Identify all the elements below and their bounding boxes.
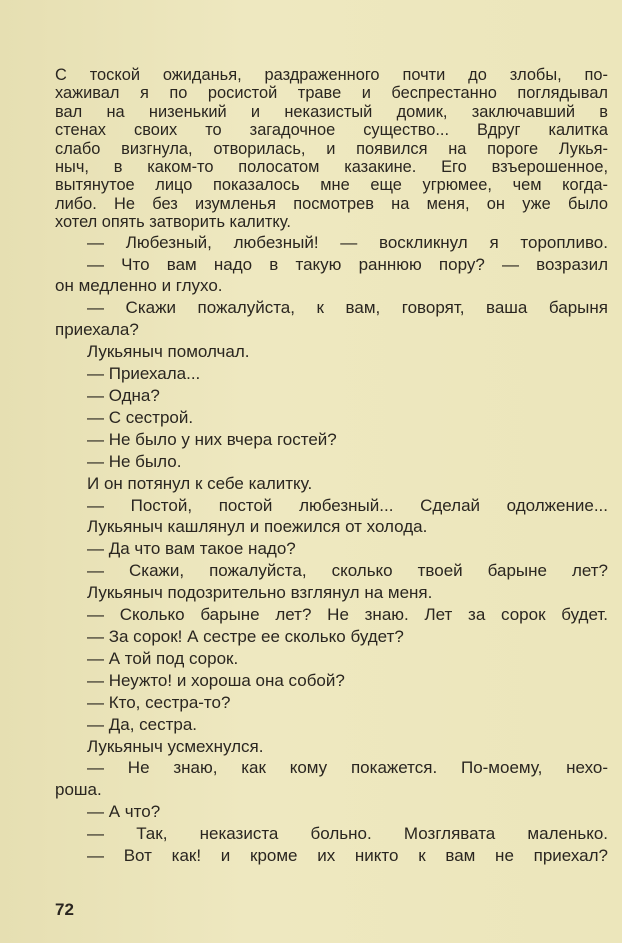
dialogue-paragraph xyxy=(55,626,608,648)
dialogue-paragraph xyxy=(55,670,608,692)
dialogue-paragraph xyxy=(55,823,608,845)
text-line: — А что? xyxy=(87,802,161,822)
text-line: — А той под сорок. xyxy=(87,648,239,668)
text-line: приехала? xyxy=(55,320,139,340)
dialogue-paragraph xyxy=(55,560,608,582)
text-line: — Скажи, пожалуйста, сколько твоей барыне лет? xyxy=(87,561,608,581)
text-line: Лукьяныч подозрительно взглянул на меня. xyxy=(87,583,433,603)
text-line: Лукьяныч кашлянул и поежился от холода. xyxy=(87,517,428,537)
dialogue-paragraph xyxy=(55,604,608,626)
text-line: вытянутое лицо показалось мне еще угрюмее, чем когда- xyxy=(55,176,608,195)
text-line: — Что вам надо в такую раннюю пору? — возразил xyxy=(87,254,608,274)
dialogue-paragraph xyxy=(55,232,608,254)
text-line: — Вот как! и кроме их никто к вам не приехал? xyxy=(87,846,608,866)
dialogue-paragraph xyxy=(55,538,608,560)
text-line: хаживал я по росистой траве и беспрестанно поглядывал xyxy=(55,84,608,103)
text-line: слабо визгнула, отворилась, и появился на пороге Лукья- xyxy=(55,139,608,158)
text-line: — Не было у них вчера гостей? xyxy=(87,429,337,449)
dialogue-paragraph xyxy=(55,845,608,867)
text-line: — Постой, постой любезный... Сделай одолжение... xyxy=(87,495,608,515)
dialogue-paragraph xyxy=(55,801,608,823)
text-line: — С сестрой. xyxy=(87,407,194,427)
text-line: — Скажи пожалуйста, к вам, говорят, ваша барыня xyxy=(87,298,608,318)
text-line: ныч, в каком-то полосатом казакине. Его взъерошенное, xyxy=(55,158,608,177)
text-line: он медленно и глухо. xyxy=(55,276,223,296)
text-line: — Да что вам такое надо? xyxy=(87,539,296,559)
text-line: — Так, неказиста больно. Мозглявата маленько. xyxy=(87,824,608,844)
dialogue-paragraph xyxy=(55,297,608,341)
dialogue-paragraph xyxy=(55,451,608,473)
dialogue-paragraph xyxy=(55,341,608,363)
text-line: либо. Не без изумленья посмотрев на меня, он уже было xyxy=(55,194,608,213)
dialogue-paragraph xyxy=(55,736,608,758)
dialogue-paragraph xyxy=(55,516,608,538)
text-line: Лукьяныч усмехнулся. xyxy=(87,736,264,756)
text-line: — Не знаю, как кому покажется. По-моему, нехо- xyxy=(87,758,608,778)
dialogue-paragraph xyxy=(55,363,608,385)
dialogue-paragraph xyxy=(55,254,608,298)
text-line: — Любезный, любезный! — воскликнул я торопливо. xyxy=(87,232,608,252)
text-line: — Не было. xyxy=(87,451,182,471)
text-line: вал на низенький и неказистый домик, заключавший в xyxy=(55,102,608,121)
dialogue-paragraph xyxy=(55,385,608,407)
text-line: Лукьяныч помолчал. xyxy=(87,342,250,362)
dialogue-paragraph xyxy=(55,648,608,670)
dialogue-paragraph xyxy=(55,429,608,451)
dialogue-paragraph xyxy=(55,495,608,517)
dialogue-paragraph xyxy=(55,407,608,429)
text-line: — Неужто! и хороша она собой? xyxy=(87,670,345,690)
dialogue-paragraph xyxy=(55,757,608,801)
text-line: — Да, сестра. xyxy=(87,714,198,734)
page-number: 72 xyxy=(55,900,74,919)
dialogue-paragraph xyxy=(55,692,608,714)
dialogue-paragraph xyxy=(55,473,608,495)
text-line: — Сколько барыне лет? Не знаю. Лет за сорок будет. xyxy=(87,605,608,625)
dialogue-paragraph xyxy=(55,582,608,604)
text-line: — Одна? xyxy=(87,386,160,405)
dialogue-paragraph xyxy=(55,714,608,736)
narrative-paragraph xyxy=(55,66,608,232)
text-line: — Кто, сестра-то? xyxy=(87,692,231,712)
text-line: стенах своих то загадочное существо... Вдруг калитка xyxy=(55,121,608,140)
text-line: — За сорок! А сестре ее сколько будет? xyxy=(87,626,404,646)
page-text xyxy=(55,66,608,867)
text-line: С тоской ожиданья, раздраженного почти до злобы, по- xyxy=(55,66,608,84)
text-line: И он потянул к себе калитку. xyxy=(87,473,313,493)
text-line: хотел опять затворить калитку. xyxy=(55,213,291,232)
text-line: роша. xyxy=(55,780,102,800)
text-line: — Приехала... xyxy=(87,364,201,384)
